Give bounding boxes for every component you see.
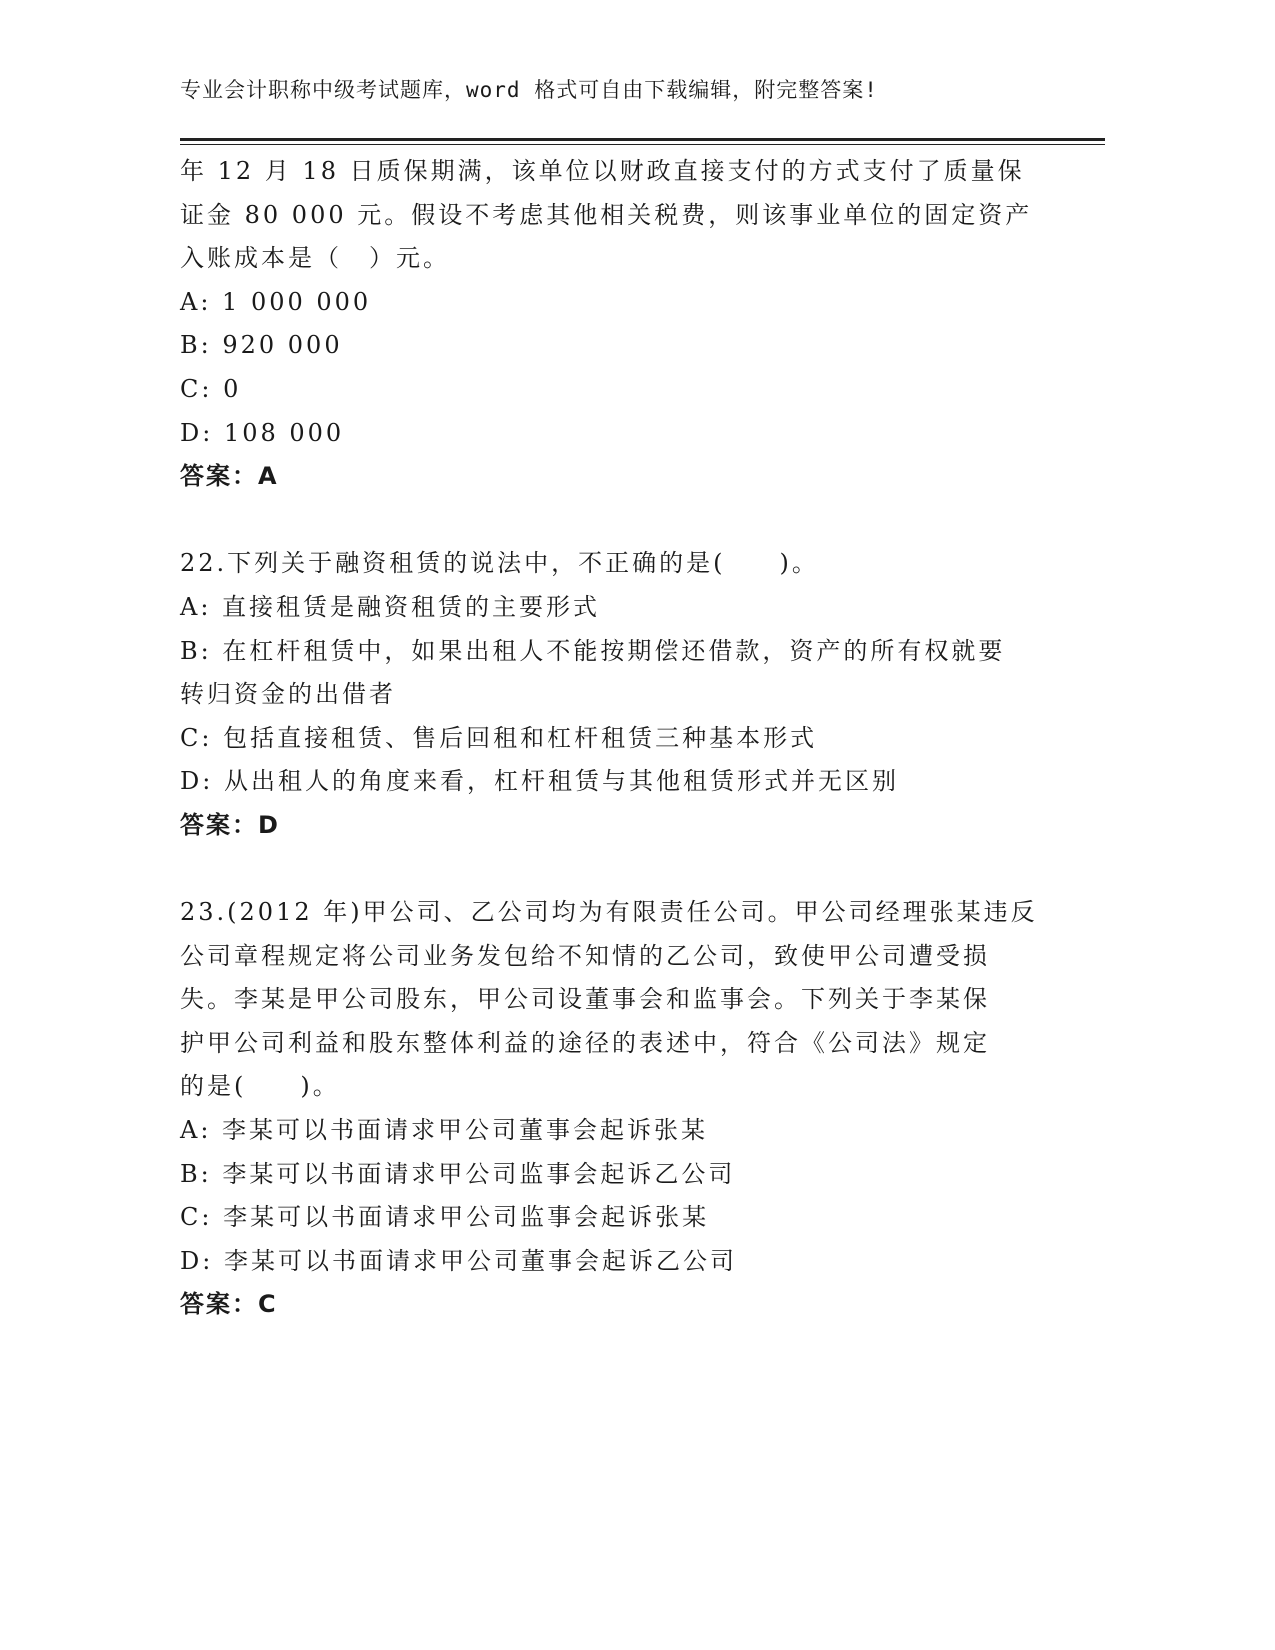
question-stem-line: 年 12 月 18 日质保期满，该单位以财政直接支付的方式支付了质量保 [180,157,1025,185]
answer-label: 答案：C [180,1290,278,1319]
option-a: A: 直接租赁是融资租赁的主要形式 [180,592,601,621]
option-c: C: 李某可以书面请求甲公司监事会起诉张某 [180,1203,710,1232]
option-d: D: 从出租人的角度来看，杠杆租赁与其他租赁形式并无区别 [180,767,899,796]
page-header: 专业会计职称中级考试题库，word 格式可自由下载编辑，附完整答案! [180,78,878,102]
spacer [180,499,1060,543]
option-d: D: 李某可以书面请求甲公司董事会起诉乙公司 [180,1246,737,1275]
question-stem-line: 失。李某是甲公司股东，甲公司设董事会和监事会。下列关于李某保 [180,985,990,1014]
question-stem-line: 护甲公司利益和股东整体利益的途径的表述中，符合《公司法》规定 [180,1028,990,1057]
option-b-continued: 转归资金的出借者 [180,680,396,709]
option-b: B: 920 000 [180,331,343,360]
answer-label: 答案：D [180,810,280,839]
option-a: A: 李某可以书面请求甲公司董事会起诉张某 [180,1116,709,1145]
spacer [180,848,1060,892]
option-c: C: 0 [180,374,242,403]
option-a: A: 1 000 000 [180,287,372,316]
question-stem-line: 23.(2012 年)甲公司、乙公司均为有限责任公司。甲公司经理张某违反 [180,898,1038,927]
question-content [180,150,1060,1327]
header-divider [180,138,1105,145]
option-b: B: 李某可以书面请求甲公司监事会起诉乙公司 [180,1159,736,1188]
option-c: C: 包括直接租赁、售后回租和杠杆租赁三种基本形式 [180,723,818,752]
question-stem-line: 入账成本是（ ）元。 [180,244,450,273]
option-d: D: 108 000 [180,418,345,447]
option-b: B: 在杠杆租赁中，如果出租人不能按期偿还借款，资产的所有权就要 [180,636,1006,665]
answer-label: 答案：A [180,462,279,491]
question-stem-line: 证金 80 000 元。假设不考虑其他相关税费，则该事业单位的固定资产 [180,200,1033,229]
question-stem-line: 公司章程规定将公司业务发包给不知情的乙公司，致使甲公司遭受损 [180,941,990,970]
question-22 [180,542,1060,847]
question-23 [180,891,1060,1327]
question-21 [180,150,1060,499]
question-stem-line: 22.下列关于融资租赁的说法中，不正确的是( )。 [180,549,819,578]
question-stem-line: 的是( )。 [180,1072,340,1101]
